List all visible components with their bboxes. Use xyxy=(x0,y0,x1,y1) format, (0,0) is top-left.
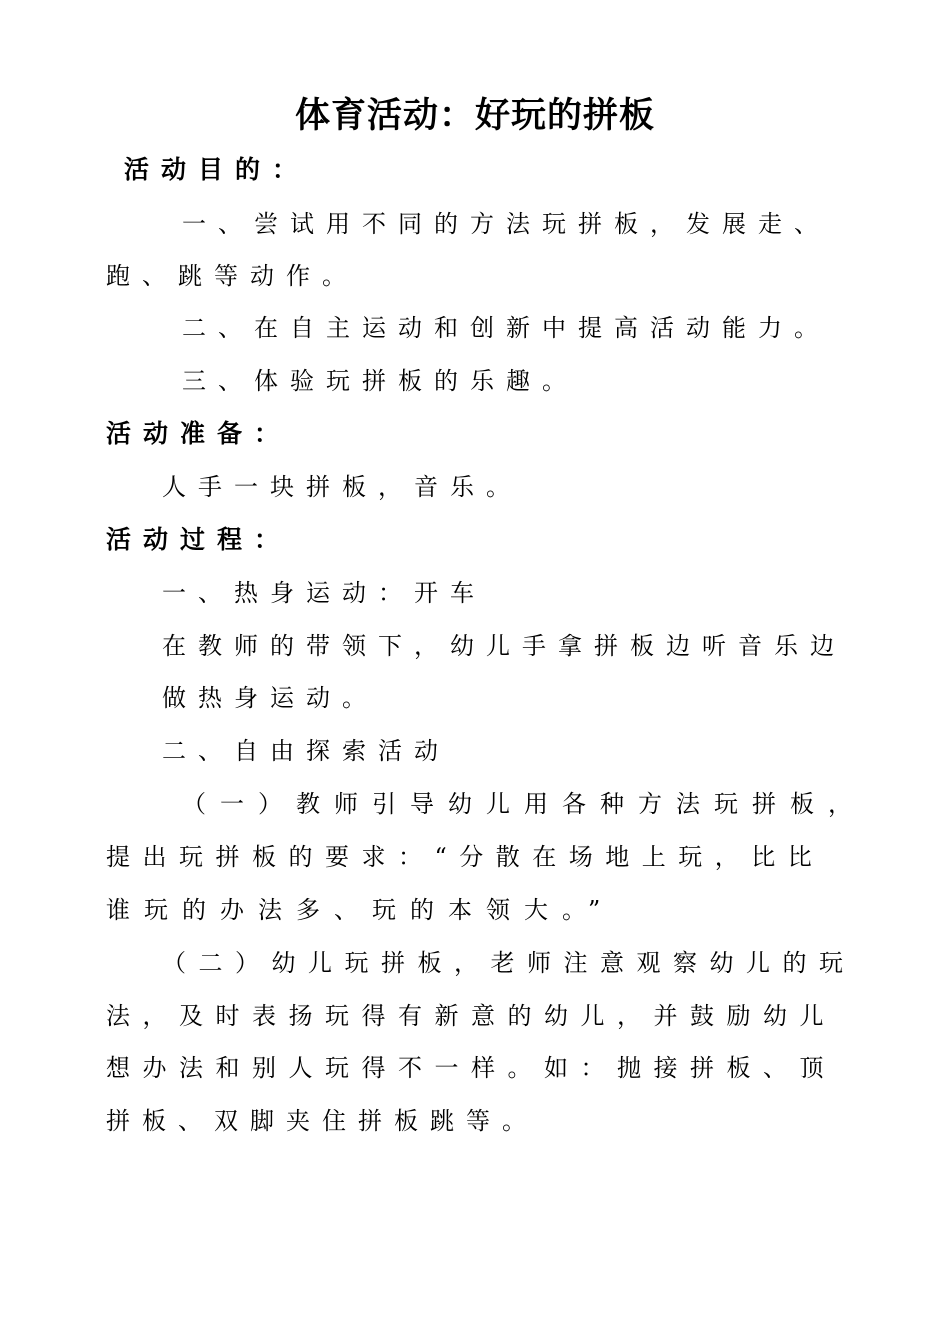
goals-line-3: 二、在自主运动和创新中提高活动能力。 xyxy=(182,314,830,342)
process-line-9: 法，及时表扬玩得有新意的幼儿，并鼓励幼儿 xyxy=(106,1002,836,1030)
goals-line-4: 三、体验玩拼板的乐趣。 xyxy=(182,367,578,395)
process-line-2: 在教师的带领下，幼儿手拿拼板边听音乐边 xyxy=(162,632,846,660)
process-line-5: （一）教师引导幼儿用各种方法玩拼板， xyxy=(182,790,866,818)
preparation-heading: 活动准备： xyxy=(106,419,292,448)
document-title: 体育活动：好玩的拼板 xyxy=(294,95,655,136)
goals-heading: 活动目的： xyxy=(124,155,310,184)
process-heading: 活动过程： xyxy=(106,525,292,554)
process-line-6: 提出玩拼板的要求：“分散在场地上玩，比比 xyxy=(106,843,825,871)
goals-line-1: 一、尝试用不同的方法玩拼板，发展走、 xyxy=(182,210,830,238)
process-line-8: （二）幼儿玩拼板，老师注意观察幼儿的玩 xyxy=(162,949,856,977)
preparation-line-1: 人手一块拼板，音乐。 xyxy=(162,473,522,501)
process-line-11: 拼板、双脚夹住拼板跳等。 xyxy=(106,1107,538,1135)
goals-line-2: 跑、跳等动作。 xyxy=(106,262,358,290)
process-line-7: 谁玩的办法多、玩的本领大。” xyxy=(106,896,615,924)
process-line-3: 做热身运动。 xyxy=(162,684,378,712)
process-line-10: 想办法和别人玩得不一样。如：抛接拼板、顶 xyxy=(106,1054,836,1082)
process-line-1: 一、热身运动：开车 xyxy=(162,579,486,607)
process-line-4: 二、自由探索活动 xyxy=(162,737,450,765)
